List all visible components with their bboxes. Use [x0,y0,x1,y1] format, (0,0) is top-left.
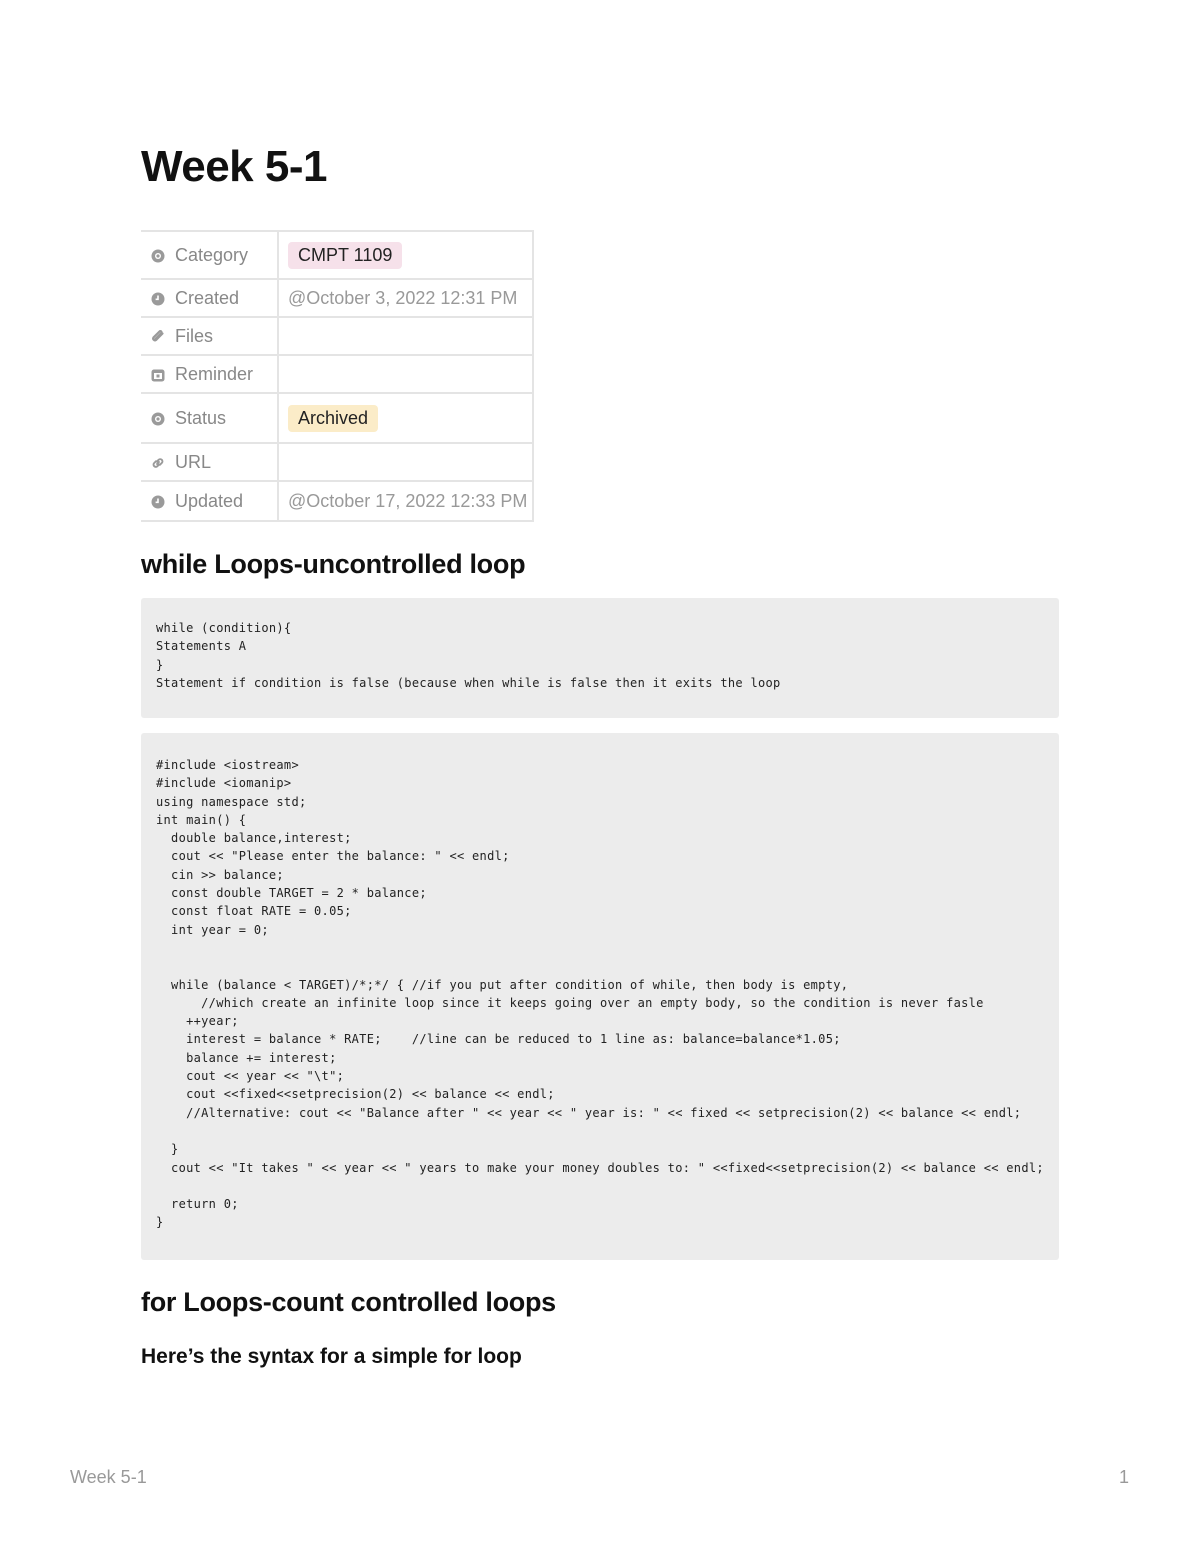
example-code: #include <iostream> #include <iomanip> using namespace std; int main() { double balance,interest; cout << "Please enter the balance: " << endl; cin >> balance; const double TARGET = 2 * balance; const float RATE = 0.05; int year = 0; while (balance < TARGET)/*;*/ { //if you put after condition of while, then body is empty, //which create an infinite loop since it keeps going over an empty body, so the condition is never fasle ++year; interest = balance * RATE; //line can be reduced to 1 line as: balance=balance*1.05; balance += interest; cout << year << "\t"; cout <<fixed<<setprecision(2) << balance << endl; //Alternative: cout << "Balance after " << year << " year is: " << fixed << setprecision(2) << balance << endl; } cout << "It takes " << year << " years to make your money doubles to: " <<fixed<<setprecision(2) << balance << endl; return 0; } [156,758,1044,1230]
property-label: Files [175,325,214,346]
paperclip-icon [151,328,165,342]
property-row-reminder [141,355,533,393]
footer-title: Week 5-1 [70,1467,147,1487]
property-value-cell[interactable] [278,393,533,443]
property-value-cell[interactable] [278,279,533,317]
example-code-block[interactable] [141,733,1059,1260]
page-title: Week 5-1 [141,142,327,191]
property-tag[interactable]: Archived [288,405,378,432]
property-label-cell [141,231,278,279]
property-row-url [141,443,533,481]
for-loops-heading: for Loops-count controlled loops [141,1287,556,1317]
while-loops-heading: while Loops-uncontrolled loop [141,549,526,579]
property-value-cell[interactable] [278,355,533,393]
properties-table [141,230,534,522]
select-icon [151,410,165,424]
property-label: Created [175,287,240,308]
property-label: Status [175,407,227,428]
link-icon [151,454,165,468]
property-label: Updated [175,490,244,511]
while-syntax-code-block[interactable] [141,598,1059,718]
property-row-category [141,231,533,279]
property-label-cell [141,317,278,355]
property-value-cell[interactable] [278,317,533,355]
clock-icon [151,493,165,507]
property-row-updated [141,481,533,521]
property-label-cell [141,393,278,443]
property-value: @October 3, 2022 12:31 PM [288,287,518,308]
for-loop-syntax-subheading: Here’s the syntax for a simple for loop [141,1345,522,1368]
property-label: Category [175,244,249,265]
property-value-cell[interactable] [278,481,533,521]
select-icon [151,247,165,261]
property-label-cell [141,443,278,481]
property-label: URL [175,451,212,472]
property-label-cell [141,279,278,317]
property-label: Reminder [175,363,254,384]
property-label-cell [141,481,278,521]
property-value: @October 17, 2022 12:33 PM [288,490,528,511]
clock-icon [151,290,165,304]
property-value-cell[interactable] [278,443,533,481]
while-syntax-code: while (condition){ Statements A } Statement if condition is false (because when while is false then it exits the loop [156,621,781,690]
property-tag[interactable]: CMPT 1109 [288,242,402,269]
property-row-created [141,279,533,317]
property-value-cell[interactable] [278,231,533,279]
property-row-status [141,393,533,443]
calendar-icon [151,366,165,380]
property-label-cell [141,355,278,393]
property-row-files [141,317,533,355]
footer-page-number: 1 [1118,1467,1129,1487]
